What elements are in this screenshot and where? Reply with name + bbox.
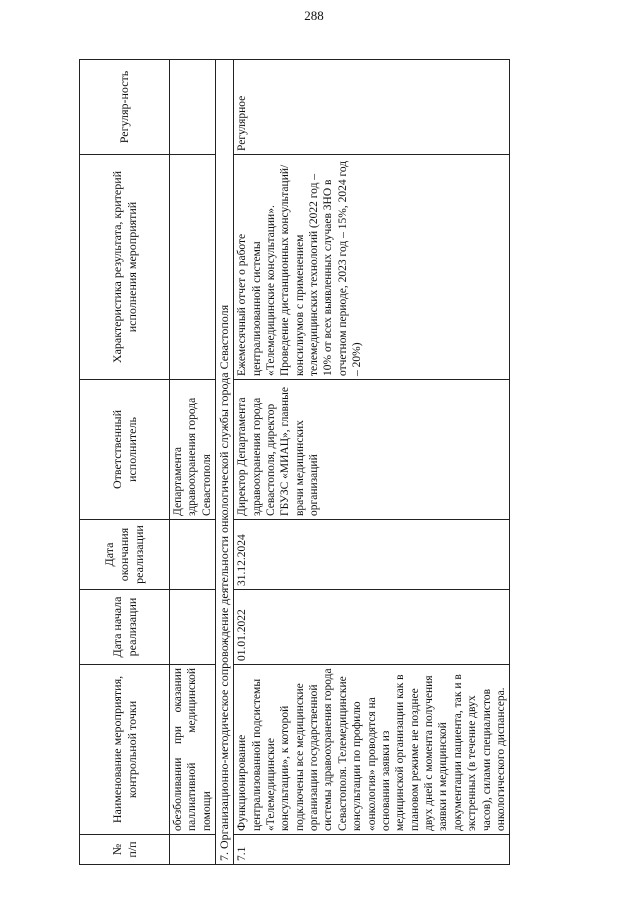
section-row — [216, 60, 234, 865]
header-regularity: Регуляр-ность — [80, 60, 170, 155]
section-title: 7. Организационно-методическое сопровождение деятельности онкологической службы города Севастополя — [216, 60, 234, 865]
rotated-table-container — [79, 60, 579, 865]
cell-end-date: 31.12.2024 — [234, 520, 510, 590]
cell-characteristic: Ежемесячный отчет о работе централизованной системы «Телемедицинские консультации». Проведение дистанционных консультаций/консилиумов с применением телемедицинских технологий (2022 год – 10% от всех выявленных случаев ЗНО в отчетном периоде, 2023 год – 15%, 2024 год – 20%) — [234, 155, 510, 380]
page-number: 288 — [304, 8, 324, 23]
table-row — [234, 60, 510, 865]
header-end-date: Дата окончания реализации — [80, 520, 170, 590]
cell-name: Функционирование централизованной подсистемы «Телемедицинские консультации», к которой подключены все медицинские организации государственной системы здравоохранения города Севастополя. Телемедицинские консультации по профилю «онкология» проводятся на основании заявки из медицинской организации как в плановом режиме не позднее двух дней с момента получения заявки и медицинской документации пациента, так и в экстренных (в течение двух часов), силами специалистов онкологического диспансера. — [234, 665, 510, 835]
cell-responsible: Департамента здравоохранения города Севастополя — [170, 380, 216, 520]
cell-characteristic — [170, 155, 216, 380]
cell-start-date: 01.01.2022 — [234, 590, 510, 665]
header-characteristic: Характеристика результата, критерий исполнения мероприятий — [80, 155, 170, 380]
header-num: № п/п — [80, 835, 170, 865]
table-row — [170, 60, 216, 865]
header-name: Наименование мероприятия, контрольной точки — [80, 665, 170, 835]
cell-start-date — [170, 590, 216, 665]
cell-regularity — [170, 60, 216, 155]
cell-name: обезболивании при оказании паллиативной медицинской помощи — [170, 665, 216, 835]
cell-regularity: Регулярное — [234, 60, 510, 155]
cell-end-date — [170, 520, 216, 590]
header-responsible: Ответственный исполнитель — [80, 380, 170, 520]
cell-num — [170, 835, 216, 865]
header-start-date: Дата начала реализации — [80, 590, 170, 665]
table-header-row — [80, 60, 170, 865]
cell-responsible: Директор Департамента здравоохранения города Севастополя, директор ГБУЗС «МИАЦ», главные врачи медицинских организаций — [234, 380, 510, 520]
activities-table — [79, 59, 510, 865]
cell-num: 7.1 — [234, 835, 510, 865]
